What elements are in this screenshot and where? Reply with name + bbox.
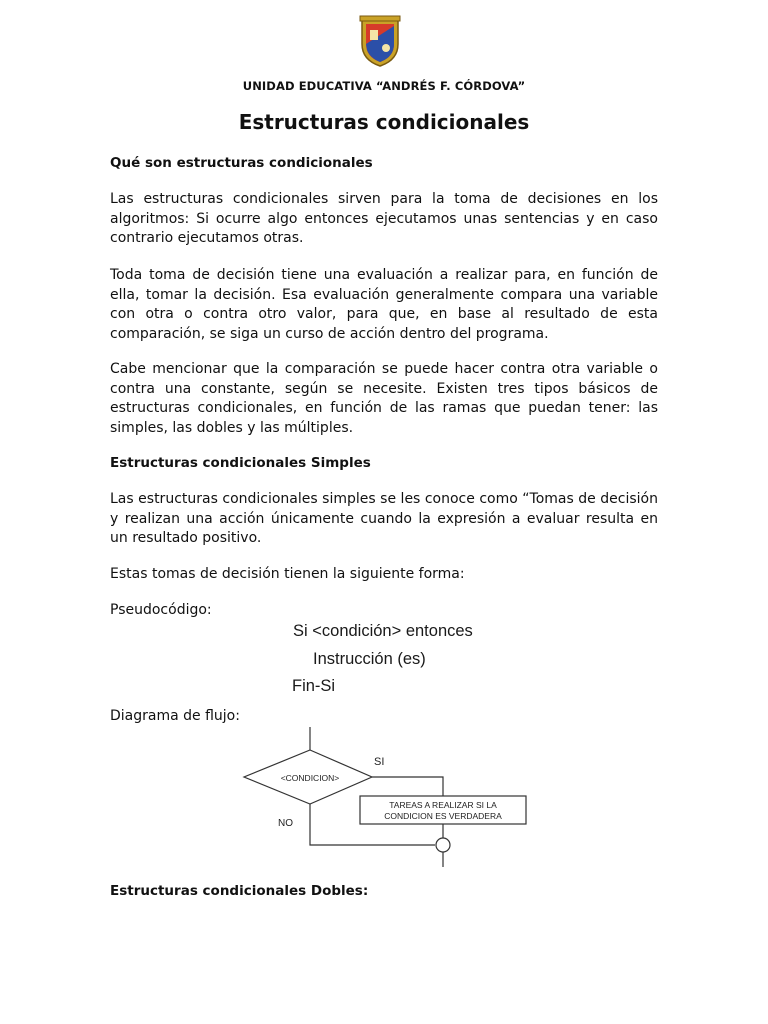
flow-connector-circle — [436, 838, 450, 852]
flow-yes-line — [372, 777, 443, 796]
pseudocode-label: Pseudocódigo: — [110, 602, 212, 618]
flow-yes-label: SI — [374, 756, 385, 768]
paragraph-intro: Las estructuras condicionales sirven para la toma de decisiones en los algoritmos: Si ocurre algo entonces ejecutamos unas sentencias y en caso contrario ejecutamos otras. — [110, 191, 658, 246]
flow-condition-text: <CONDICION> — [280, 773, 340, 783]
paragraph-simple: Las estructuras condicionales simples se les conoce como “Tomas de decisión y realizan una acción únicamente cuando la expresión a evaluar resulta en un resultado positivo. — [110, 491, 658, 546]
pseudocode-line-if: Si <condición> entonces — [293, 622, 473, 640]
section-heading-what-are: Qué son estructuras condicionales — [110, 155, 373, 171]
section-heading-simple: Estructuras condicionales Simples — [110, 455, 371, 471]
flow-task-line2: CONDICION ES VERDADERA — [384, 811, 502, 821]
page-title: Estructuras condicionales — [238, 110, 530, 134]
school-crest-icon — [358, 14, 402, 68]
paragraph-form: Estas tomas de decisión tienen la siguiente forma: — [110, 566, 465, 582]
pseudocode-line-instruction: Instrucción (es) — [313, 650, 426, 668]
pseudocode-line-endif: Fin-Si — [292, 677, 336, 695]
flowchart-diagram — [238, 725, 538, 870]
paragraph-types: Cabe mencionar que la comparación se puede hacer contra otra variable o contra una constante, según se necesite. Existen tres tipos básicos de estructuras condicionales, en función de las ramas que puedan tener: las simples, las dobles y las múltiples. — [110, 361, 658, 436]
flowchart-label: Diagrama de flujo: — [110, 708, 240, 724]
paragraph-evaluation: Toda toma de decisión tiene una evaluación a realizar para, en función de ella, tomar la decisión. Esa evaluación generalmente compara una variable con otra o contra otro valor, para que, en base al resultado de esta comparación, se siga un curso de acción dentro del programa. — [110, 267, 658, 342]
school-name: UNIDAD EDUCATIVA “ANDRÉS F. CÓRDOVA” — [242, 79, 526, 93]
flow-no-label: NO — [278, 818, 293, 829]
section-heading-double: Estructuras condicionales Dobles: — [110, 883, 369, 899]
flow-task-line1: TAREAS A REALIZAR SI LA — [389, 800, 497, 810]
